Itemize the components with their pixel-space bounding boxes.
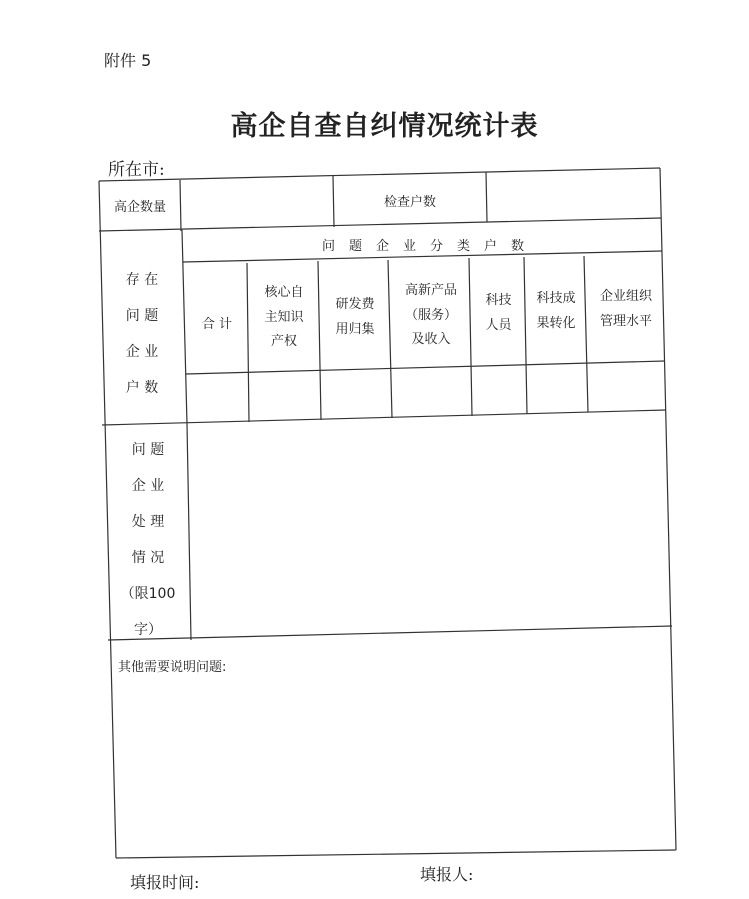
value-core-ip[interactable] (250, 375, 319, 419)
value-total[interactable] (188, 376, 247, 420)
table-bottom-border (116, 850, 676, 858)
check-count-label: 检查户数 (383, 194, 436, 210)
value-rd-expense[interactable] (322, 374, 390, 418)
other-notes-label: 其他需要说明问题: (118, 660, 227, 675)
handling-content[interactable] (192, 416, 670, 626)
col-org-mgmt: 企业组织 管理水平 (599, 289, 652, 329)
handling-label: 问 题 企 业 处 理 情 况 （限100 字） (120, 442, 176, 638)
row3-bottom-line (108, 626, 672, 640)
col-total: 合 计 (201, 316, 233, 332)
col-tech-transfer: 科技成 果转化 (536, 291, 576, 331)
company-count-label: 高企数量 (113, 199, 166, 215)
col-hightech-income: 高新产品 （服务） 及收入 (404, 282, 457, 348)
row1-divider-a (180, 180, 181, 231)
problem-companies-label: 存 在 问 题 企 业 户 数 (125, 272, 159, 396)
fill-time-label: 填报时间: (130, 873, 200, 892)
col-tech-staff: 科技 人员 (485, 293, 512, 333)
value-tech-staff[interactable] (473, 370, 525, 414)
attachment-label: 附件 5 (104, 51, 152, 70)
location-label: 所在市: (108, 160, 165, 180)
value-tech-transfer[interactable] (528, 368, 586, 412)
page-title: 高企自查自纠情况统计表 (230, 111, 539, 142)
company-count-value[interactable] (182, 182, 332, 227)
col-rd-expense: 研发费 用归集 (335, 297, 375, 337)
value-hightech-income[interactable] (393, 372, 470, 416)
check-count-value[interactable] (488, 174, 658, 219)
other-notes-content[interactable] (118, 680, 670, 850)
filler-label: 填报人: (420, 865, 474, 884)
category-header: 问题企业分类户数 (321, 239, 538, 254)
row1-divider-c (486, 172, 487, 222)
col-core-ip: 核心自 主知识 产权 (264, 284, 304, 350)
value-org-mgmt[interactable] (589, 366, 664, 410)
